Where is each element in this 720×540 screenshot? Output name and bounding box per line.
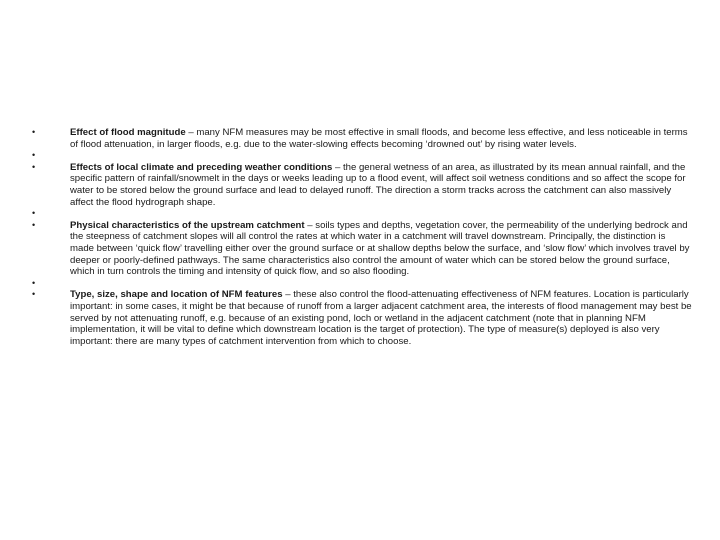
bullet-icon: • [32,127,36,137]
item-text: – many NFM measures may be most effective in small floods, and become less effective, and less noticeable in terms of flood attenuation, in larger floods, e.g. due to the water-slowing effects becoming ‘drowned out’ by rising water levels. [70,127,688,150]
list-item [32,162,692,208]
item-heading: Effect of flood magnitude [70,127,186,138]
item-text: – soils types and depths, vegetation cover, the permeability of the underlying bedrock and the steepness of catchment slopes will all control the rates at which water in a catchment will travel downstream. Principally, the distinction is made between ‘quick flow’ travelling either over the ground surface or at shallow depths below the surface, and ‘slow flow’ which involves travel by deeper or poorly-defined pathways. The same characteristics also control the amount of water which can be stored below the ground surface, which in turn controls the timing and intensity of quick flow, and so also flooding. [70,219,690,278]
item-text: – these also control the flood-attenuating effectiveness of NFM features. Location is particularly important: in some cases, it might be that because of runoff from a larger adjacent catchment area, the interests of flood management may best be served by not attenuating runoff, e.g. because of an existing pond, loch or wetland in the adjacent catchment (note that in planning NFM implementation, it will be vital to define which downstream location is the target of protection). The type of measure(s) deployed is also very important: there are many types of catchment intervention from which to choose. [70,289,692,347]
empty-bullet [32,208,692,220]
bullet-icon: • [32,219,36,230]
bullet-icon: • [32,150,36,161]
bullet-icon: • [32,289,36,300]
bullet-icon: • [32,161,36,172]
list-item [32,289,692,347]
list-item [32,220,692,278]
empty-bullet [32,278,692,290]
bullet-icon: • [32,277,36,288]
item-heading: Effects of local climate and preceding weather conditions [70,161,333,173]
empty-bullet [32,150,692,162]
item-heading: Physical characteristics of the upstream catchment [70,219,305,231]
bullet-icon: • [32,208,36,219]
item-heading: Type, size, shape and location of NFM features [70,289,283,301]
item-text: – the general wetness of an area, as illustrated by its mean annual rainfall, and the specific pattern of rainfall/snowmelt in the days or weeks leading up to a flood event, will affect soil wetness conditions and so affect the scope for water to be stored below the ground surface and lead to delayed runoff. The direction a storm tracks across the catchment can also massively affect the flood hydrograph shape. [70,161,686,208]
list-item [32,127,692,150]
bullet-list [32,127,692,347]
